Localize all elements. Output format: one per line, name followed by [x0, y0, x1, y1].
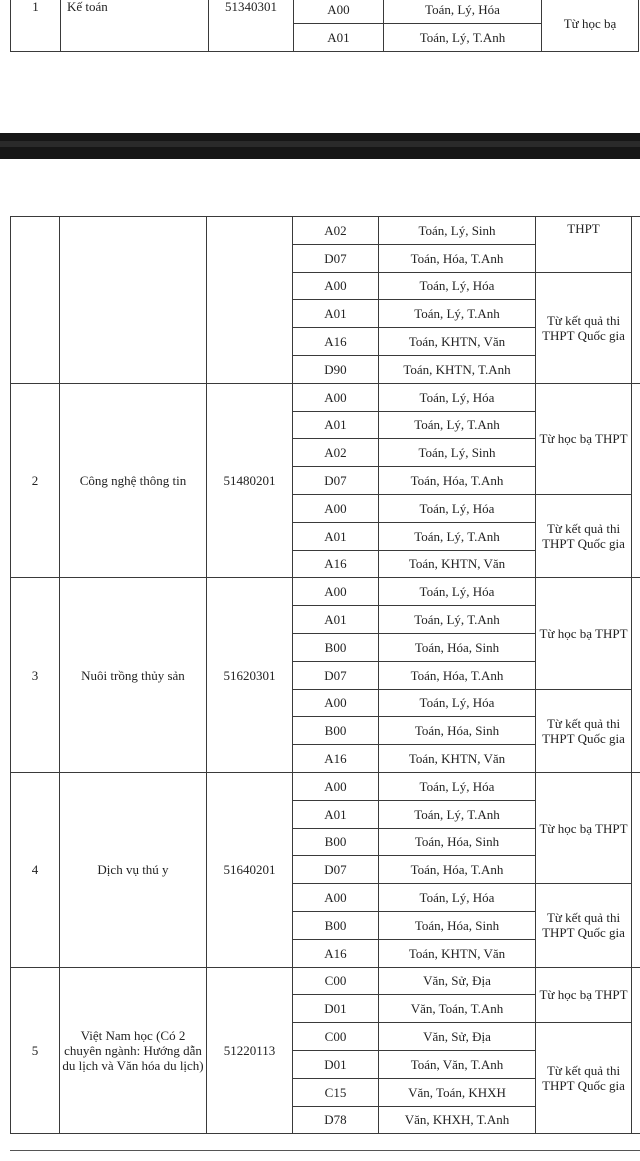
method-cell: Từ học bạ THPT	[536, 578, 632, 689]
subjects-cell: Toán, Lý, Sinh	[379, 439, 536, 467]
block-cell: A01	[293, 411, 379, 439]
subjects-cell: Toán, Hóa, Sinh	[379, 911, 536, 939]
subjects-cell: Toán, Hóa, T.Anh	[379, 244, 536, 272]
table-row	[11, 578, 640, 606]
subjects-cell: Toán, KHTN, Văn	[379, 550, 536, 578]
subjects-cell: Toán, Hóa, Sinh	[379, 717, 536, 745]
block-cell: A00	[293, 772, 379, 800]
block-cell: A00	[293, 272, 379, 300]
major-code-cell: 51480201	[207, 383, 293, 578]
subjects-cell: Toán, KHTN, Văn	[379, 328, 536, 356]
major-code-cell: 51640201	[207, 772, 293, 967]
major-name-cell: Việt Nam học (Có 2 chuyên ngành: Hướng dẫn du lịch và Văn hóa du lịch)	[60, 967, 207, 1134]
block-cell: D01	[293, 995, 379, 1023]
block-cell: D07	[293, 856, 379, 884]
table-row	[11, 967, 640, 995]
subjects-cell: Toán, Lý, T.Anh	[384, 24, 542, 52]
subjects-cell: Toán, Lý, Sinh	[379, 217, 536, 245]
block-cell: D78	[293, 1106, 379, 1134]
subjects-cell: Toán, Lý, Hóa	[379, 272, 536, 300]
block-cell: C00	[293, 1023, 379, 1051]
subjects-cell: Toán, Lý, T.Anh	[379, 300, 536, 328]
block-cell: A02	[293, 217, 379, 245]
method-cell: Từ kết quả thi THPT Quốc gia	[536, 272, 632, 383]
block-cell: A00	[293, 578, 379, 606]
block-cell: D07	[293, 661, 379, 689]
major-code-cell: 51620301	[207, 578, 293, 773]
subjects-cell: Toán, Lý, Hóa	[384, 0, 542, 24]
subjects-cell: Toán, Lý, Hóa	[379, 772, 536, 800]
subjects-cell: Toán, Lý, Hóa	[379, 383, 536, 411]
block-cell: D07	[293, 244, 379, 272]
method-cell: Từ kết quả thi THPT Quốc gia	[536, 884, 632, 967]
block-cell: D90	[293, 355, 379, 383]
subjects-cell: Toán, Lý, Hóa	[379, 578, 536, 606]
table-edge-cell	[632, 217, 640, 384]
block-cell: A01	[293, 300, 379, 328]
block-cell: C15	[293, 1078, 379, 1106]
subjects-cell: Toán, Lý, T.Anh	[379, 606, 536, 634]
block-cell: A00	[293, 383, 379, 411]
subjects-cell: Toán, Hóa, Sinh	[379, 828, 536, 856]
page-divider	[0, 133, 640, 159]
admission-table	[10, 216, 640, 1134]
table-edge-cell	[632, 578, 640, 773]
block-cell: B00	[293, 717, 379, 745]
subjects-cell: Toán, Hóa, T.Anh	[379, 856, 536, 884]
major-code-cell: 51220113	[207, 967, 293, 1134]
subjects-cell: Văn, Sử, Địa	[379, 1023, 536, 1051]
subjects-cell: Toán, Lý, T.Anh	[379, 411, 536, 439]
subjects-cell: Toán, KHTN, Văn	[379, 939, 536, 967]
stt-cell: 2	[11, 383, 60, 578]
table-bottom-edge	[10, 1150, 640, 1151]
block-cell: B00	[293, 633, 379, 661]
method-cell: Từ kết quả thi THPT Quốc gia	[536, 689, 632, 772]
block-cell: A16	[293, 328, 379, 356]
block-cell: A01	[293, 522, 379, 550]
method-cell: Từ học bạ	[542, 0, 639, 52]
block-cell: A02	[293, 439, 379, 467]
block-cell: B00	[293, 828, 379, 856]
block-cell: A00	[293, 689, 379, 717]
major-cell: Kế toán	[61, 0, 209, 52]
block-cell: A16	[293, 939, 379, 967]
code-cell: 51340301	[209, 0, 294, 52]
major-name-cell: Công nghệ thông tin	[60, 383, 207, 578]
subjects-cell: Văn, Toán, T.Anh	[379, 995, 536, 1023]
stt-cell: 4	[11, 772, 60, 967]
subjects-cell: Toán, Lý, Hóa	[379, 689, 536, 717]
block-cell: A16	[293, 550, 379, 578]
code-cell	[207, 217, 293, 384]
method-cell: Từ kết quả thi THPT Quốc gia	[536, 494, 632, 577]
major-name-cell: Dịch vụ thú y	[60, 772, 207, 967]
block-cell: D01	[293, 1050, 379, 1078]
major-cell	[60, 217, 207, 384]
block-cell: A00	[293, 494, 379, 522]
admission-table-body	[11, 217, 640, 1134]
table-edge-cell	[632, 967, 640, 1134]
block-cell: A01	[294, 24, 384, 52]
subjects-cell: Toán, Hóa, T.Anh	[379, 467, 536, 495]
major-name-cell: Nuôi trồng thủy sản	[60, 578, 207, 773]
subjects-cell: Toán, Lý, Hóa	[379, 884, 536, 912]
subjects-cell: Văn, KHXH, T.Anh	[379, 1106, 536, 1134]
subjects-cell: Văn, Toán, KHXH	[379, 1078, 536, 1106]
table-row	[11, 217, 640, 245]
subjects-cell: Toán, KHTN, Văn	[379, 745, 536, 773]
subjects-cell: Toán, Văn, T.Anh	[379, 1050, 536, 1078]
method-cell: Từ học bạ THPT	[536, 383, 632, 494]
table-row	[11, 0, 639, 24]
block-cell: A00	[294, 0, 384, 24]
subjects-cell: Toán, KHTN, T.Anh	[379, 355, 536, 383]
block-cell: C00	[293, 967, 379, 995]
stt-cell: 3	[11, 578, 60, 773]
table-edge-cell	[632, 772, 640, 967]
subjects-cell: Toán, Hóa, T.Anh	[379, 661, 536, 689]
table-row	[11, 383, 640, 411]
block-cell: A16	[293, 745, 379, 773]
subjects-cell: Toán, Lý, Hóa	[379, 494, 536, 522]
subjects-cell: Toán, Hóa, Sinh	[379, 633, 536, 661]
stt-cell: 5	[11, 967, 60, 1134]
block-cell: A00	[293, 884, 379, 912]
method-cell: THPT	[536, 217, 632, 273]
table-row	[11, 772, 640, 800]
block-cell: A01	[293, 800, 379, 828]
table-edge-cell	[632, 383, 640, 578]
stt-cell	[11, 217, 60, 384]
subjects-cell: Toán, Lý, T.Anh	[379, 800, 536, 828]
block-cell: D07	[293, 467, 379, 495]
block-cell: B00	[293, 911, 379, 939]
method-cell: Từ học bạ THPT	[536, 967, 632, 1023]
method-cell: Từ học bạ THPT	[536, 772, 632, 883]
subjects-cell: Toán, Lý, T.Anh	[379, 522, 536, 550]
subjects-cell: Văn, Sử, Địa	[379, 967, 536, 995]
top-table	[10, 0, 639, 52]
method-cell: Từ kết quả thi THPT Quốc gia	[536, 1023, 632, 1134]
stt-cell: 1	[11, 0, 61, 52]
block-cell: A01	[293, 606, 379, 634]
